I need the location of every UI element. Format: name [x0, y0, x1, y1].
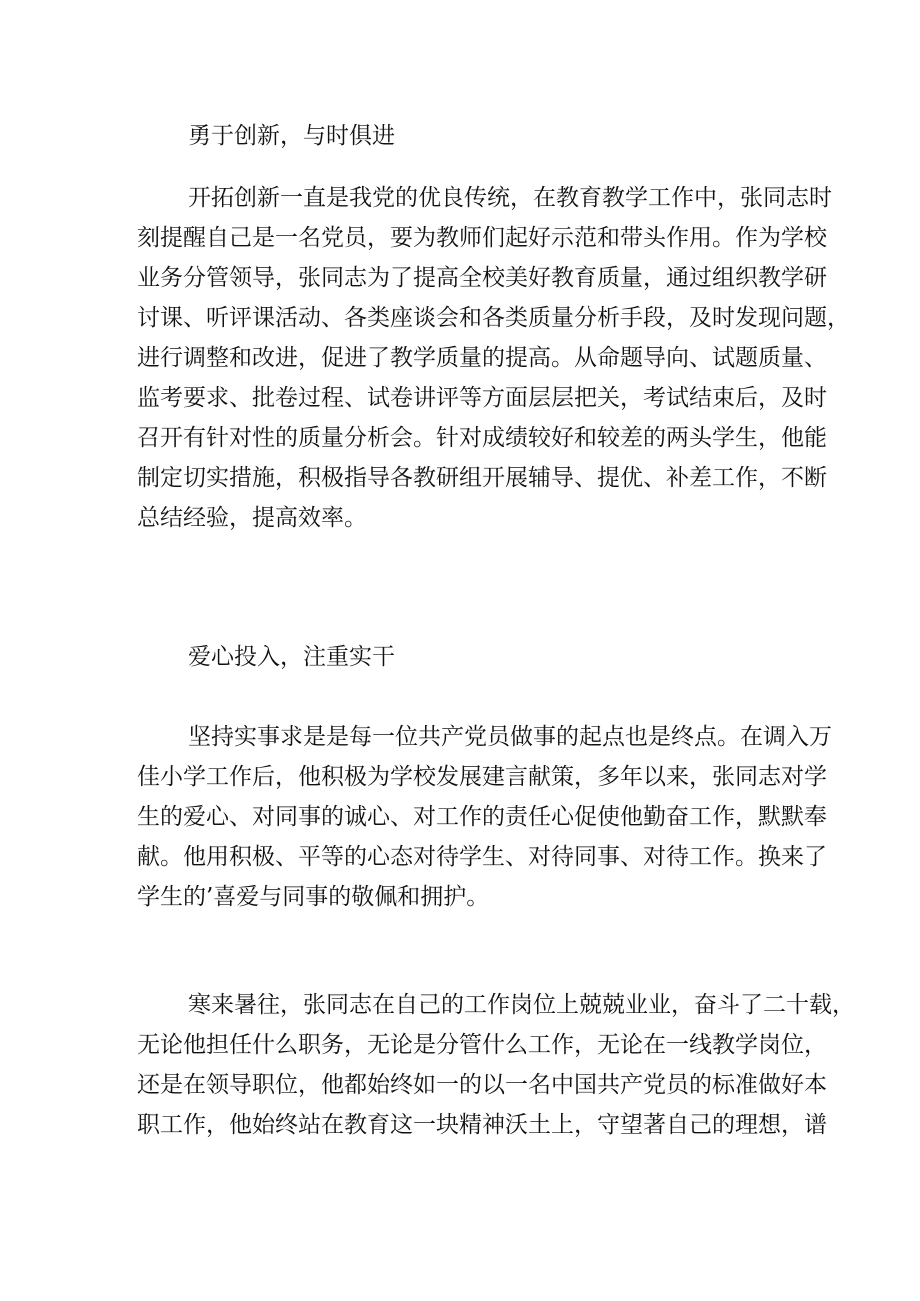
paragraph-perseverance: [137, 985, 855, 1145]
paragraph-line: 监考要求、批卷过程、试卷讲评等方面层层把关，考试结束后，及时: [137, 385, 827, 411]
paragraph-line: 无论他担任什么职务，无论是分管什么工作，无论在一线教学岗位，: [137, 1032, 827, 1058]
paragraph-line: 召开有针对性的质量分析会。针对成绩较好和较差的两头学生，他能: [137, 425, 827, 451]
paragraph-line: 学生的’喜爱与同事的敬佩和拥护。: [137, 884, 490, 910]
paragraph-line: 生的爱心、对同事的诚心、对工作的责任心促使他勤奋工作，默默奉: [137, 804, 827, 830]
paragraph-line: 寒来暑往，张同志在自己的工作岗位上兢兢业业，奋斗了二十载，: [188, 992, 855, 1018]
paragraph-line: 刻提醒自己是一名党员，要为教师们起好示范和带头作用。作为学校: [137, 225, 827, 251]
paragraph-line: 进行调整和改进，促进了教学质量的提高。从命题导向、试题质量、: [137, 345, 827, 371]
paragraph-line: 制定切实措施，积极指导各教研组开展辅导、提优、补差工作，不断: [137, 465, 827, 491]
paragraph-line: 总结经验，提高效率。: [137, 505, 367, 531]
paragraph-line: 开拓创新一直是我党的优良传统，在教育教学工作中，张同志时: [188, 185, 832, 211]
section-heading-dedication: 爱心投入，注重实干: [188, 644, 395, 670]
paragraph-line: 还是在领导职位，他都始终如一的以一名中国共产党员的标准做好本: [137, 1072, 827, 1098]
paragraph-line: 职工作，他始终站在教育这一块精神沃土上，守望著自己的理想，谱: [137, 1112, 827, 1138]
paragraph-innovation: [137, 178, 850, 538]
paragraph-line: 业务分管领导，张同志为了提高全校美好教育质量，通过组织教学研: [137, 265, 827, 291]
paragraph-line: 佳小学工作后，他积极为学校发展建言献策，多年以来，张同志对学: [137, 764, 827, 790]
paragraph-dedication: [137, 717, 832, 917]
section-heading-innovation: 勇于创新，与时俱进: [188, 123, 395, 149]
paragraph-line: 献。他用积极、平等的心态对待学生、对待同事、对待工作。换来了: [137, 844, 827, 870]
paragraph-line: 坚持实事求是是每一位共产党员做事的起点也是终点。在调入万: [188, 724, 832, 750]
paragraph-line: 讨课、听评课活动、各类座谈会和各类质量分析手段，及时发现问题，: [137, 305, 850, 331]
